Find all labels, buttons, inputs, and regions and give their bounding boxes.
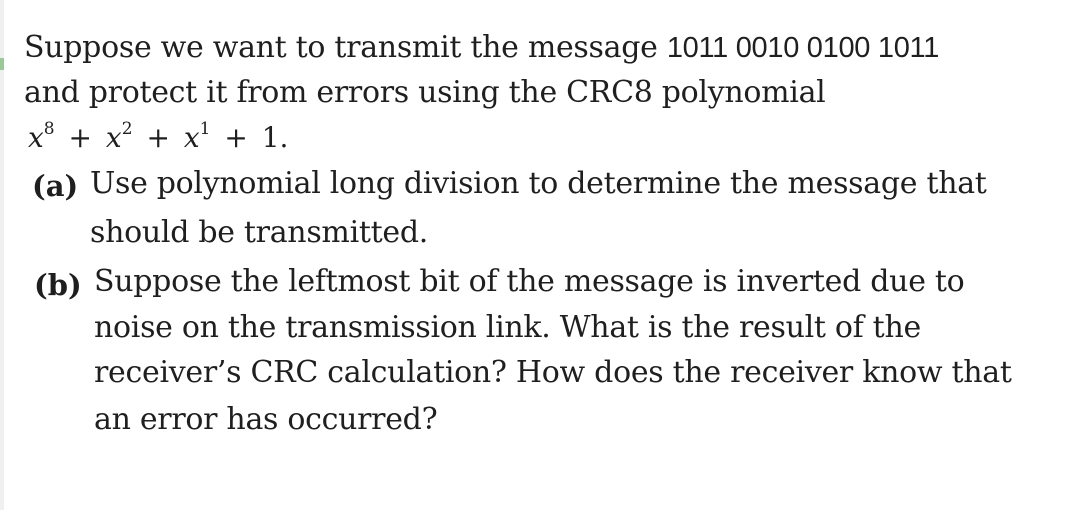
poly-plus-1: + [68,121,92,154]
poly-exp-2: 2 [121,119,133,139]
left-edge-marker [0,58,4,70]
part-b-label: (b) [34,268,82,302]
crc8-polynomial [28,118,288,158]
poly-var-2: x [105,121,122,154]
part-a-line-1: Use polynomial long division to determine the message that [90,166,987,201]
part-b-line-1: Suppose the leftmost bit of the message is inverted due to [94,264,965,299]
part-a-label: (a) [32,169,79,203]
poly-plus-2: + [146,121,170,154]
intro-line-1 [24,28,939,68]
poly-exp-3: 1 [199,119,211,139]
poly-var-1: x [28,121,44,154]
part-a-line-2: should be transmitted. [90,215,428,250]
left-margin-strip [0,0,4,510]
message-bits: 1011 0010 0100 1011 [666,32,940,64]
poly-constant: 1. [261,121,289,154]
poly-plus-3: + [224,121,248,154]
poly-exp-1: 8 [43,119,55,139]
part-b-line-3: receiver’s CRC calculation? How does the receiver know that [94,355,1012,390]
part-b-line-4: an error has occurred? [94,402,438,437]
poly-var-3: x [183,121,200,154]
intro-line-1-text: Suppose we want to transmit the message [24,30,667,65]
intro-line-2: and protect it from errors using the CRC8 polynomial [24,75,826,110]
part-b-line-2: noise on the transmission link. What is the result of the [94,310,921,345]
